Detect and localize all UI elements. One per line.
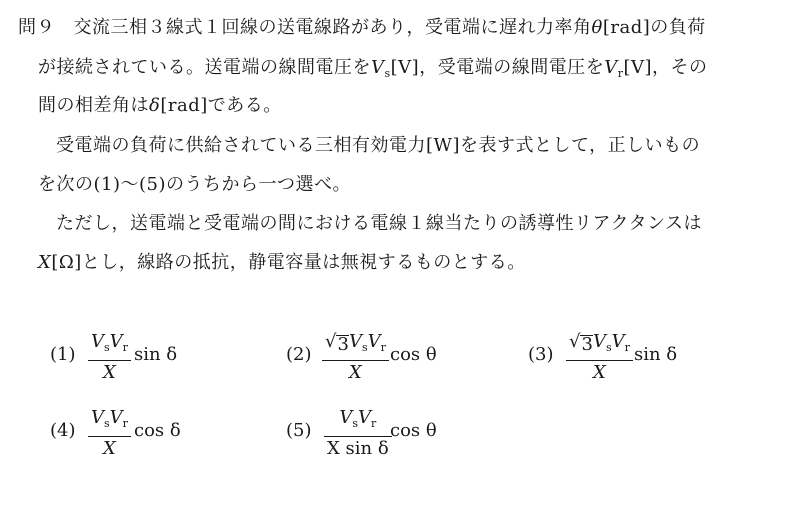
- question-text-1: 問９ 交流三相３線式１回線の送電線路があり，受電端に遅れ力率角: [18, 17, 592, 38]
- choice-1-numerator: $V_sV_r$: [91, 331, 128, 354]
- choice-4-label[interactable]: (4): [50, 420, 76, 441]
- subscript-s: s: [384, 67, 391, 80]
- question-text-2: [rad]の負荷: [602, 17, 706, 38]
- question-text-9: を次の(1)～(5)のうちから一つ選べ。: [38, 174, 351, 195]
- choice-1-denominator: X: [103, 362, 116, 384]
- question-text-11: [Ω]とし，線路の抵抗，静電容量は無視するものとする。: [51, 252, 526, 273]
- choice-5-fraction: [324, 406, 392, 461]
- sqrt-symbol: √ 3: [325, 331, 349, 355]
- symbol-vs: V: [371, 57, 385, 78]
- symbol-delta: δ: [149, 95, 161, 116]
- symbol-theta: θ: [591, 17, 603, 38]
- choice-4-denominator: X: [103, 438, 116, 460]
- choice-1-fraction: [88, 330, 131, 385]
- choice-2-label[interactable]: (2): [286, 344, 312, 365]
- question-line-4: [56, 133, 700, 159]
- choice-3-function: sin δ: [634, 344, 678, 365]
- choice-3-denominator: X: [593, 362, 606, 384]
- question-line-7: [38, 250, 526, 276]
- sqrt-symbol: √ 3: [569, 331, 593, 355]
- subscript-r: r: [617, 67, 624, 80]
- question-text-6: 間の相差角は: [38, 95, 149, 116]
- choice-2-denominator: X: [349, 362, 362, 384]
- question-text-3: が接続されている。送電端の線間電圧を: [38, 57, 371, 78]
- choice-5-denominator: X sin δ: [327, 438, 389, 460]
- question-line-6: [56, 211, 702, 237]
- choice-2-numerator: √ 3 $V_sV_r$: [325, 331, 386, 355]
- question-text-8: 受電端の負荷に供給されている三相有効電力[W]を表す式として，正しいもの: [56, 135, 701, 156]
- question-line-2: [38, 55, 708, 87]
- question-line-1: [18, 15, 706, 41]
- choice-4-fraction: [88, 406, 131, 461]
- choice-5-label[interactable]: (5): [286, 420, 312, 441]
- choice-3-numerator: √ 3 $V_sV_r$: [569, 331, 630, 355]
- question-text-10: ただし，送電端と受電端の間における電線１線当たりの誘導性リアクタンスは: [56, 213, 703, 234]
- choice-4-numerator: $V_sV_r$: [91, 407, 128, 430]
- choice-4-function: cos δ: [134, 420, 181, 441]
- choice-1-function: sin δ: [134, 344, 178, 365]
- question-text-4: [V]，受電端の線間電圧を: [390, 57, 605, 78]
- question-line-5: [38, 172, 351, 198]
- question-text-5: [V]，その: [623, 57, 708, 78]
- choice-3-fraction: [566, 330, 633, 385]
- choice-3-label[interactable]: (3): [528, 344, 554, 365]
- choice-5-numerator: $V_sV_r$: [339, 407, 377, 430]
- question-line-3: [38, 93, 282, 119]
- choice-5-function: cos θ: [390, 420, 437, 441]
- choice-2-function: cos θ: [390, 344, 437, 365]
- symbol-vr: V: [604, 57, 618, 78]
- symbol-x: X: [38, 252, 52, 273]
- choice-2-fraction: [322, 330, 389, 385]
- choice-1-label[interactable]: (1): [50, 344, 76, 365]
- question-text-7: [rad]である。: [160, 95, 282, 116]
